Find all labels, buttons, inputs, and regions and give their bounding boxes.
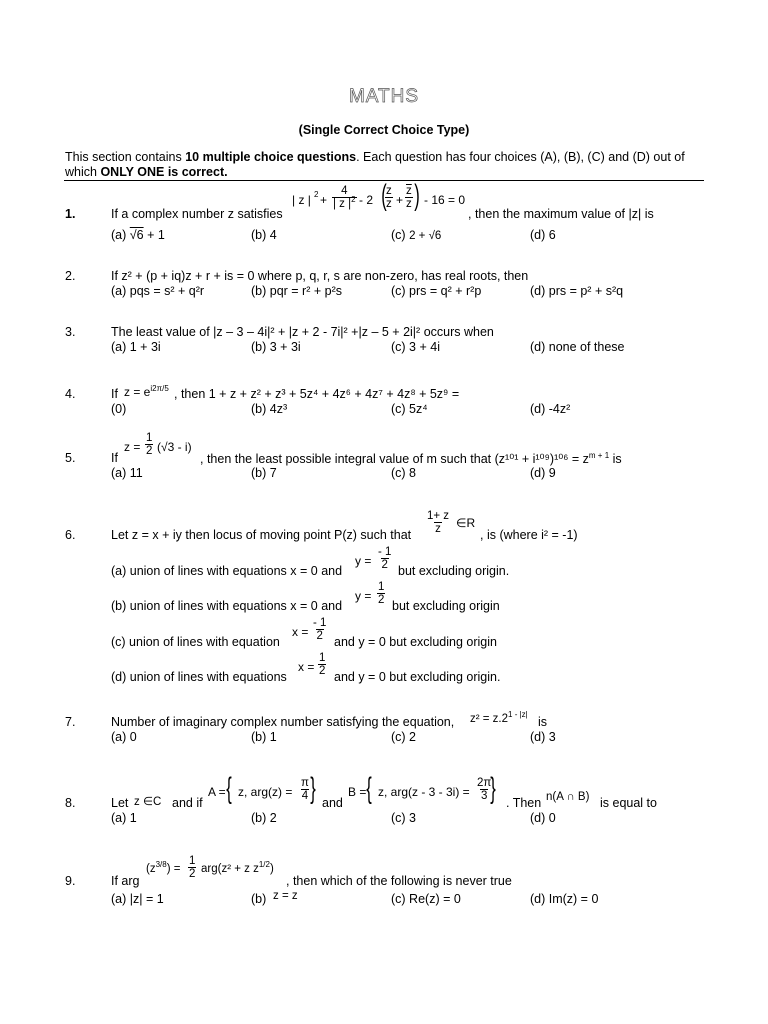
q7-equation: $z^2 = z.2^{1 - |z|}$ [470, 710, 528, 725]
q4-text-end: , then 1 + z + z² + z³ + 5z⁴ + 4z⁶ + 4z⁷ + 4z⁸ + 5z⁹ = [174, 387, 460, 401]
q1-option-d: (d) 6 [530, 228, 556, 242]
q8-text-then: . Then [506, 796, 542, 810]
q3-option-c: (c) 3 + 4i [391, 340, 440, 354]
q9-option-d: (d) Im(z) = 0 [530, 892, 599, 906]
q6-option-a-end: but excluding origin. [398, 564, 510, 578]
q2-option-b: (b) pqr = r² + p²s [251, 284, 342, 298]
q1-option-b: (b) 4 [251, 228, 277, 242]
q9-option-b-equation: z = z [273, 890, 298, 902]
q2-number: 2. [65, 269, 76, 283]
q4-option-b: (b) 4z³ [251, 402, 288, 416]
q8-text: Let [111, 796, 129, 810]
q5-text: If [111, 451, 118, 465]
q7-text: Number of imaginary complex number satisfying the equation, [111, 715, 455, 729]
q2-option-c: (c) prs = q² + r²p [391, 284, 482, 298]
q4-equation: $z = e^{i2\pi/5}$ [124, 384, 169, 399]
q6-text-end: , is (where i² = -1) [480, 528, 578, 542]
page-title: MATHS [348, 86, 420, 107]
q5-option-c: (c) 8 [391, 466, 416, 480]
q9-number: 9. [65, 874, 76, 888]
q4-option-a: (0) [111, 402, 127, 416]
q1-number: 1. [65, 207, 76, 221]
q7-option-b: (b) 1 [251, 730, 277, 744]
q6-option-a: (a) union of lines with equations x = 0 and [111, 564, 343, 578]
q9-option-a: (a) |z| = 1 [111, 892, 164, 906]
q9-text: If arg [111, 874, 140, 888]
q2-text: If z² + (p + iq)z + r + is = 0 where p, q, r, s are non-zero, has real roots, then [111, 269, 529, 283]
q2-option-a: (a) pqs = s² + q²r [111, 284, 205, 298]
q3-text: The least value of |z – 3 – 4i|² + |z + 2 - 7i|² +|z – 5 + 2i|² occurs when [111, 325, 494, 339]
q8-option-c: (c) 3 [391, 811, 416, 825]
q5-option-b: (b) 7 [251, 466, 277, 480]
q6-option-c-end: and y = 0 but excluding origin [334, 635, 497, 649]
q5-option-d: (d) 9 [530, 466, 556, 480]
q8-option-a: (a) 1 [111, 811, 137, 825]
section-instructions: This section contains 10 multiple choice questions. Each question has four choices (A), (B), (C) and (D) out of which ONLY ONE is correct. [65, 150, 685, 179]
q4-option-c: (c) 5z⁴ [391, 402, 428, 416]
q1-option-c: (c) 2 + √6 [391, 228, 442, 242]
q6-option-c: (c) union of lines with equation [111, 635, 280, 649]
q7-option-c: (c) 2 [391, 730, 416, 744]
q8-option-d: (d) 0 [530, 811, 556, 825]
q8-set-equation: z ∈C [134, 796, 162, 808]
q5-number: 5. [65, 451, 76, 465]
q7-number: 7. [65, 715, 76, 729]
q8-text-end: is equal to [600, 796, 657, 810]
q7-option-a: (a) 0 [111, 730, 137, 744]
section-subtitle: (Single Correct Choice Type) [298, 123, 470, 137]
q5-option-a: (a) 11 [111, 466, 143, 480]
q7-text-end: is [538, 715, 548, 729]
q1-text-end: , then the maximum value of |z| is [468, 207, 654, 221]
q8-text-and: and [322, 796, 343, 810]
q8-option-b: (b) 2 [251, 811, 277, 825]
q7-option-d: (d) 3 [530, 730, 556, 744]
q8-text-and-if: and if [172, 796, 203, 810]
q3-option-b: (b) 3 + 3i [251, 340, 301, 354]
q6-text: Let z = x + iy then locus of moving point P(z) such that [111, 528, 412, 542]
q9-option-b: (b) [251, 892, 267, 906]
q3-number: 3. [65, 325, 76, 339]
q3-option-d: (d) none of these [530, 340, 625, 354]
q1-text: If a complex number z satisfies [111, 207, 283, 221]
q2-option-d: (d) prs = p² + s²q [530, 284, 624, 298]
q4-text: If [111, 387, 118, 401]
q9-option-c: (c) Re(z) = 0 [391, 892, 461, 906]
q4-number: 4. [65, 387, 76, 401]
q8-intersection-equation: n(A ∩ B) [546, 791, 590, 803]
q6-number: 6. [65, 528, 76, 542]
q5-text-end: , then the least possible integral value of m such that $(z^{101} + i^{109})^{106} = z^{m + 1}$ is [200, 450, 622, 466]
q8-number: 8. [65, 796, 76, 810]
q1-option-a: (a) √6 + 1 [111, 228, 165, 242]
q4-option-d: (d) -4z² [530, 402, 571, 416]
q6-option-d: (d) union of lines with equations [111, 670, 287, 684]
q9-text-end: , then which of the following is never true [286, 874, 512, 888]
q6-option-d-end: and y = 0 but excluding origin. [334, 670, 501, 684]
q3-option-a: (a) 1 + 3i [111, 340, 161, 354]
q6-option-b-end: but excluding origin [392, 599, 500, 613]
q6-option-b: (b) union of lines with equations x = 0 and [111, 599, 343, 613]
